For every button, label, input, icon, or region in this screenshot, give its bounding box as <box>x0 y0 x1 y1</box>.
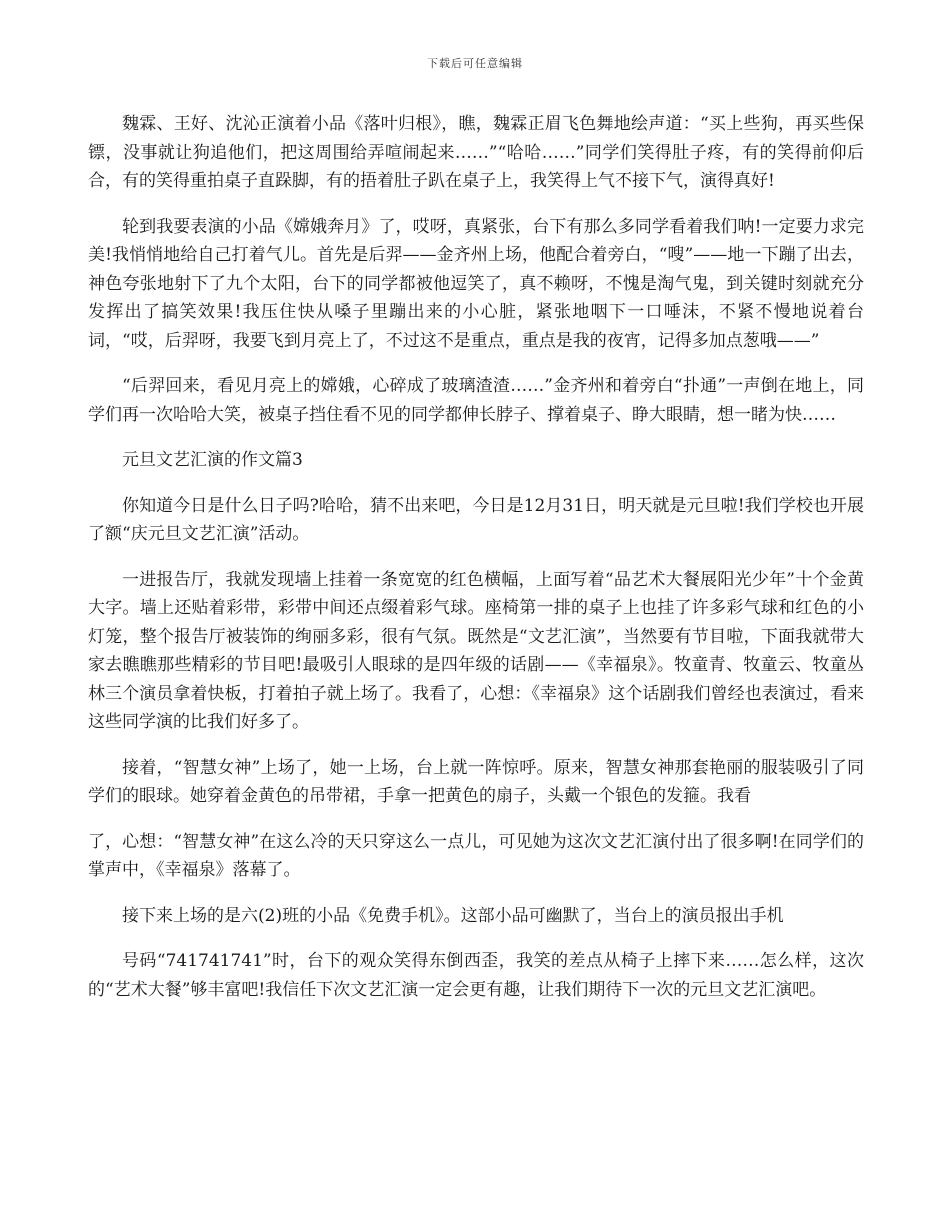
paragraph-1: 魏霖、王好、沈沁正演着小品《落叶归根》，瞧，魏霖正眉飞色舞地绘声道：“买上些狗，再买些保镖，没事就让狗追他们，把这周围给弄喧闹起来……”“哈哈……”同学们笑得肚子疼，有的笑得前仰后合，有的笑得重拍桌子直跺脚，有的捂着肚子趴在桌子上，我笑得上气不接下气，演得真好! <box>88 114 864 191</box>
page-header: 下载后可任意编辑 <box>427 57 523 70</box>
paragraph-6: 接着，“智慧女神”上场了，她一上场，台上就一阵惊呼。原来，智慧女神那套艳丽的服装吸引了同学们的眼球。她穿着金黄色的吊带裙，手拿一把黄色的扇子，头戴一个银色的发箍。我看 <box>88 757 864 806</box>
paragraph-8: 接下来上场的是六(2)班的小品《免费手机》。这部小品可幽默了，当台上的演员报出手机 <box>122 905 784 926</box>
paragraph-3: “后羿回来，看见月亮上的嫦娥，心碎成了玻璃渣渣……”金齐州和着旁白“扑通”一声倒在地上，同学们再一次哈哈大笑，被桌子挡住看不见的同学都伸长脖子、撑着桌子、睁大眼睛，想一睹为快…… <box>88 376 864 425</box>
document-body <box>88 110 864 1021</box>
paragraph-2: 轮到我要表演的小品《嫦娥奔月》了，哎呀，真紧张，台下有那么多同学看着我们呐!一定要力求完美!我悄悄地给自己打着气儿。首先是后羿——金齐州上场，他配合着旁白，“嗖”——地一下蹦了出去，神色夸张地射下了九个太阳，台下的同学都被他逗笑了，真不赖呀，不愧是淘气鬼，到关键时刻就充分发挥出了搞笑效果!我压住快从嗓子里蹦出来的小心脏，紧张地咽下一口唾沫，不紧不慢地说着台词，“哎，后羿呀，我要飞到月亮上了，不过这不是重点，重点是我的夜宵，记得多加点葱哦——” <box>88 216 864 351</box>
paragraph-9: 号码“741741741”时，台下的观众笑得东倒西歪，我笑的差点从椅子上摔下来……怎么样，这次的“艺术大餐”够丰富吧!我信任下次文艺汇演一定会更有趣，让我们期待下一次的元旦文艺汇演吧。 <box>88 951 864 1000</box>
paragraph-4: 你知道今日是什么日子吗?哈哈，猜不出来吧，今日是12月31日，明天就是元旦啦!我们学校也开展了额“庆元旦文艺汇演”活动。 <box>88 495 864 544</box>
paragraph-5: 一进报告厅，我就发现墙上挂着一条宽宽的红色横幅，上面写着“品艺术大餐展阳光少年”十个金黄大字。墙上还贴着彩带，彩带中间还点缀着彩气球。座椅第一排的桌子上也挂了许多彩气球和红色的小灯笼，整个报告厅被装饰的绚丽多彩，很有气氛。既然是“文艺汇演”，当然要有节目啦，下面我就带大家去瞧瞧那些精彩的节目吧!最吸引人眼球的是四年级的话剧——《幸福泉》。牧童青、牧童云、牧童丛林三个演员拿着快板，打着拍子就上场了。我看了，心想：《幸福泉》这个话剧我们曾经也表演过，看来这些同学演的比我们好多了。 <box>88 569 864 732</box>
section-heading: 元旦文艺汇演的作文篇3 <box>122 450 303 470</box>
paragraph-7: 了，心想：“智慧女神”在这么冷的天只穿这么一点儿，可见她为这次文艺汇演付出了很多啊!在同学们的掌声中，《幸福泉》落幕了。 <box>88 831 864 880</box>
